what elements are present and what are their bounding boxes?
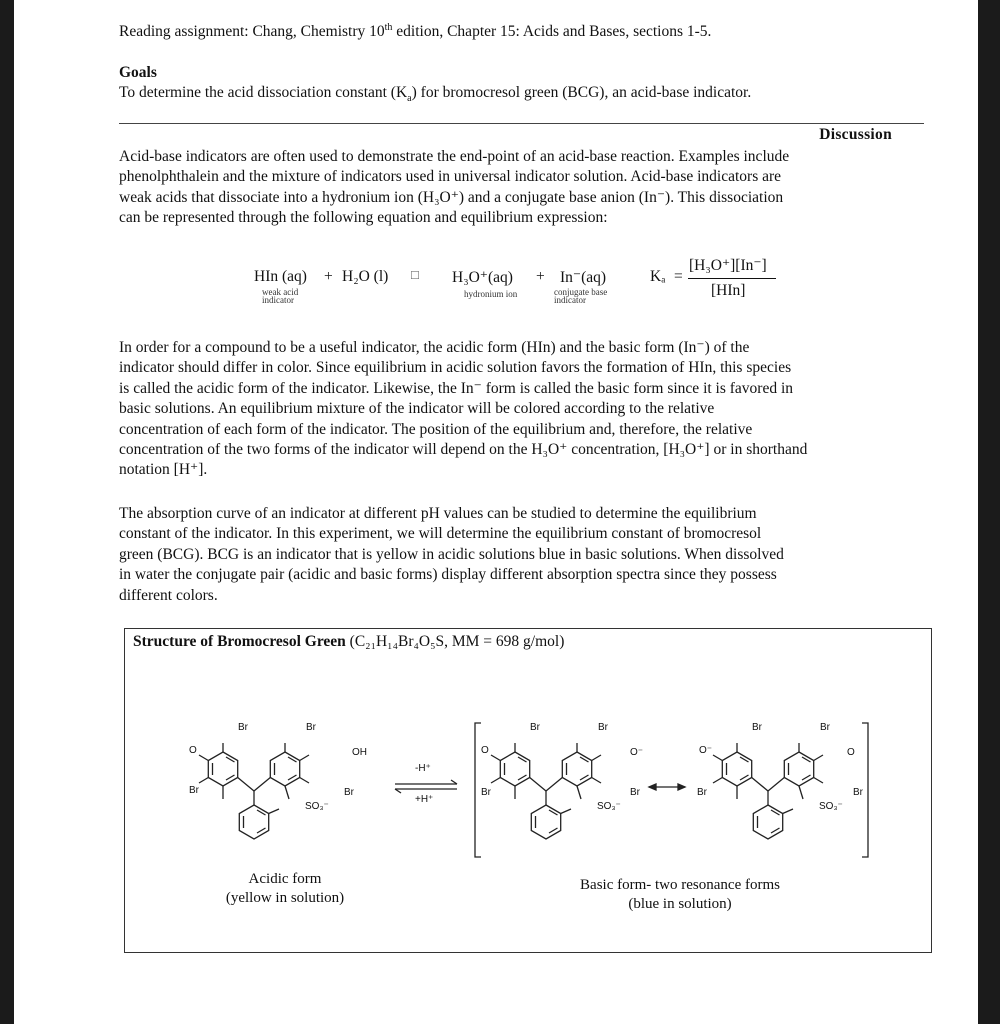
- atom-br: Br: [238, 722, 248, 733]
- eq-water: H₂O (l): [342, 268, 389, 285]
- basic-caption-line: (blue in solution): [628, 896, 732, 912]
- structure-box: [124, 628, 932, 953]
- arrow-label-plus-h: +H⁺: [415, 794, 434, 805]
- label-weak-acid: weak acid indicator: [262, 287, 299, 305]
- p2-line: concentration of the two forms of the indicator will depend on the H₃O⁺ concentration, [H₃O⁺] or in shorthand: [119, 441, 808, 459]
- assignment-sup: th: [384, 22, 393, 33]
- atom-br: Br: [306, 722, 316, 733]
- atom-br: Br: [598, 722, 608, 733]
- goals-sub: a: [407, 93, 412, 105]
- acidic-caption-line: (yellow in solution): [225, 890, 345, 906]
- reading-assignment: [119, 18, 919, 42]
- atom-br: Br: [630, 787, 640, 798]
- label-hydronium: hydronium ion: [464, 289, 518, 299]
- p2-line: notation [H⁺].: [119, 461, 208, 479]
- atom-br: Br: [530, 722, 540, 733]
- ka-numerator: [H₃O⁺][In⁻]: [689, 257, 767, 274]
- goals-text: [119, 83, 919, 109]
- fraction-bar: [688, 278, 776, 279]
- p2-line: indicator should differ in color. Since equilibrium in acidic solution favors the formation of HIn, this species: [119, 359, 792, 377]
- atom-br: Br: [697, 787, 707, 798]
- p3-line: different colors.: [119, 586, 218, 604]
- p3-line: constant of the indicator. In this experiment, we will determine the equilibrium constant of bromocresol: [119, 525, 762, 543]
- atom-br: Br: [820, 722, 830, 733]
- ka-equals: =: [674, 268, 683, 285]
- assignment-text: Reading assignment: Chang, Chemistry 10: [119, 23, 385, 41]
- acidic-form-caption: [205, 870, 365, 908]
- atom-oh: OH: [352, 747, 367, 758]
- p2-line: concentration of each form of the indicator. The position of the equilibrium and, therefore, the relative: [119, 420, 753, 438]
- basic-caption-line: Basic form- two resonance forms: [580, 877, 780, 893]
- structure-title-bold: Structure of Bromocresol Green: [133, 633, 346, 650]
- ka-denominator: [HIn]: [711, 282, 746, 299]
- eq-hydronium: H₃O⁺(aq): [452, 269, 513, 286]
- arrow-label-minus-h: -H⁺: [415, 763, 431, 774]
- p3-line: green (BCG). BCG is an indicator that is yellow in acidic solutions blue in basic solutions. When dissolved: [119, 545, 784, 563]
- atom-o: O: [847, 747, 855, 758]
- p3-line: The absorption curve of an indicator at different pH values can be studied to determine the equilibrium: [119, 505, 757, 522]
- discussion-paragraph-1: [119, 147, 909, 229]
- atom-o-minus: O⁻: [699, 745, 713, 756]
- eq-anion: In⁻(aq): [560, 269, 607, 286]
- acidic-caption-line: Acidic form: [248, 871, 322, 887]
- goals-text-end: ) for bromocresol green (BCG), an acid-base indicator.: [411, 84, 752, 101]
- document-page: [14, 0, 978, 1024]
- assignment-text-end: edition, Chapter 15: Acids and Bases, sections 1-5.: [392, 23, 712, 41]
- discussion-paragraph-3: [119, 504, 909, 606]
- p1-line: phenolphthalein and the mixture of indicators used in universal indicator solution. Acid-base indicators are: [119, 168, 782, 186]
- basic-form-caption: [555, 876, 805, 914]
- eq-reactant: HIn (aq): [254, 268, 307, 285]
- p1-line: weak acids that dissociate into a hydronium ion (H₃O⁺) and a conjugate base anion (In⁻). This dissociation: [119, 188, 784, 206]
- window-frame-right: [978, 0, 1000, 1024]
- ka-symbol: Kₐ: [650, 268, 666, 285]
- section-divider: [119, 123, 924, 124]
- discussion-heading: Discussion: [819, 126, 892, 143]
- p1-line: can be represented through the following equation and equilibrium expression:: [119, 209, 608, 227]
- atom-o: O: [189, 745, 197, 756]
- atom-br: Br: [344, 787, 354, 798]
- discussion-paragraph-2: [119, 338, 909, 481]
- atom-o: O: [481, 745, 489, 756]
- atom-br: Br: [752, 722, 762, 733]
- eq-plus-2: +: [536, 268, 545, 285]
- atom-o-minus: O⁻: [630, 747, 644, 758]
- window-frame-left: [0, 0, 14, 1024]
- goals-text-start: To determine the acid dissociation constant (K: [119, 84, 408, 101]
- p3-line: in water the conjugate pair (acidic and basic forms) display different absorption spectra since they possess: [119, 566, 777, 584]
- p1-line: Acid-base indicators are often used to demonstrate the end-point of an acid-base reaction. Examples include: [119, 148, 790, 165]
- eq-plus-1: +: [324, 268, 333, 285]
- atom-br: Br: [189, 785, 199, 796]
- p2-line: In order for a compound to be a useful indicator, the acidic form (HIn) and the basic form (In⁻) of the: [119, 339, 750, 356]
- p2-line: is called the acidic form of the indicator. Likewise, the In⁻ form is called the basic form since it is favored in: [119, 379, 794, 397]
- atom-br: Br: [481, 787, 491, 798]
- goals-heading: Goals: [119, 64, 157, 81]
- atom-so3: SO₃⁻: [305, 801, 329, 812]
- atom-so3: SO₃⁻: [819, 801, 843, 812]
- atom-so3: SO₃⁻: [597, 801, 621, 812]
- label-conjugate-base: conjugate base indicator: [554, 287, 608, 305]
- equilibrium-arrow-icon: □: [411, 267, 419, 282]
- atom-br: Br: [853, 787, 863, 798]
- structure-title-formula: (C₂₁H₁₄Br₄O₅S, MM = 698 g/mol): [345, 633, 565, 650]
- p2-line: basic solutions. An equilibrium mixture of the indicator will be colored according to the relative: [119, 400, 715, 418]
